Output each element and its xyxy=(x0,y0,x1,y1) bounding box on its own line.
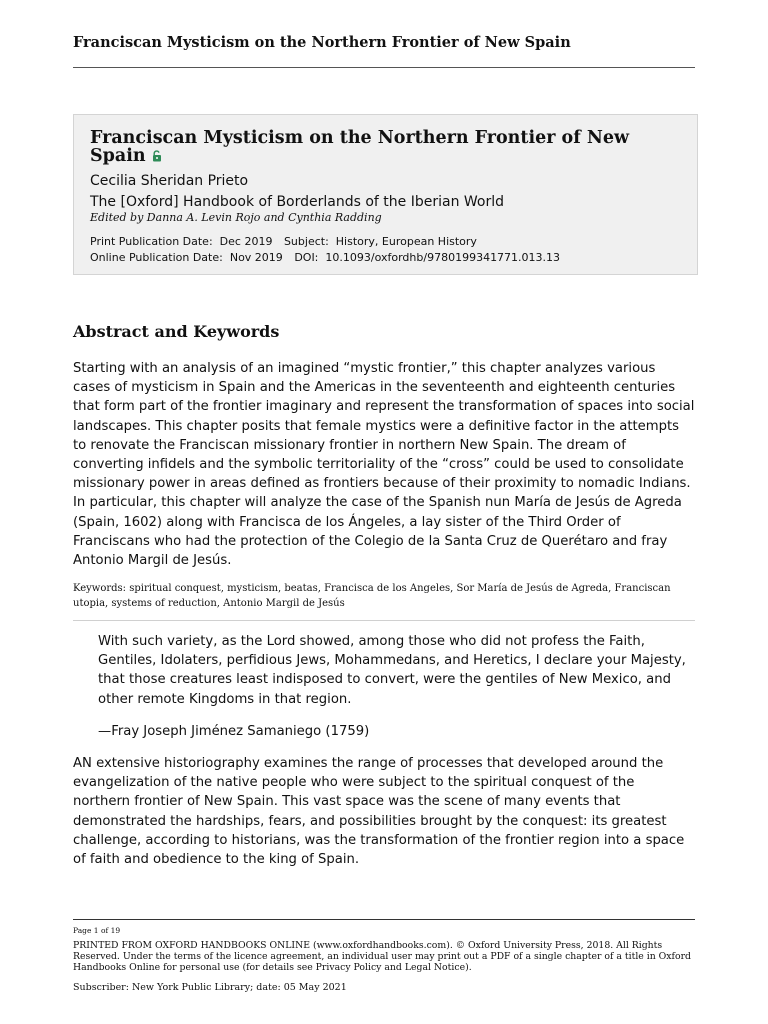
open-access-lock-icon xyxy=(152,148,162,166)
body-paragraph: AN extensive historiography examines the range of processes that developed around the evangelization of the native people who were subject to the spiritual conquest of the northern frontier of New Spain. This vast space was the scene of many events that demonstrated the hardships, fears, and possibilities brought by the conquest: its greatest challenge, according to historians, was the transformation of the frontier region into a space of faith and obedience to the king of Spain. xyxy=(73,756,685,868)
subscriber-info: Subscriber: New York Public Library; date: 05 May 2021 xyxy=(73,982,347,993)
epigraph-attribution: —Fray Joseph Jiménez Samaniego (1759) xyxy=(98,724,370,739)
author-name: Cecilia Sheridan Prieto xyxy=(90,173,249,189)
online-metadata-line xyxy=(90,250,682,266)
print-date-label: Print Publication Date: xyxy=(90,235,213,248)
keywords-list: spiritual conquest, mysticism, beatas, Francisca de los Angeles, Sor María de Jesús de Agreda, Franciscan utopia, systems of reduction, Antonio Margil de Jesús xyxy=(73,583,671,609)
header-divider xyxy=(73,67,695,68)
abstract-text: Starting with an analysis of an imagined “mystic frontier,” this chapter analyzes various cases of mysticism in Spain and the Americas in the seventeenth and eighteenth centuries that form part of the frontier imaginary and represent the transformation of spaces into social landscapes. This chapter posits that female mystics were a definitive factor in the attempts to renovate the Franciscan missionary frontier in northern New Spain. The dream of converting infidels and the symbolic territoriality of the “cross” could be used to consolidate missionary power in areas defined as frontiers because of their proximity to nomadic Indians. In particular, this chapter will analyze the case of the Spanish nun María de Jesús de Agreda (Spain, 1602) along with Francisca de los Ángeles, a lay sister of the Third Order of Franciscans who had the protection of the Colegio de la Santa Cruz de Querétaro and fray Antonio Margil de Jesús. xyxy=(73,361,695,569)
license-notice: PRINTED FROM OXFORD HANDBOOKS ONLINE (www.oxfordhandbooks.com). © Oxford University Press, 2018. All Rights Reserved. Under the terms of the licence agreement, an individual user may print out a PDF of a single chapter of a title in Oxford Handbooks Online for personal use (for details see Privacy Policy and Legal Notice). xyxy=(73,940,691,973)
abstract-heading: Abstract and Keywords xyxy=(73,322,280,341)
footer-divider xyxy=(73,919,695,920)
page-number: Page 1 of 19 xyxy=(73,926,121,935)
chapter-info-box xyxy=(73,114,698,275)
print-date: Dec 2019 xyxy=(219,235,273,248)
running-head: Franciscan Mysticism on the Northern Frontier of New Spain xyxy=(73,34,571,51)
chapter-title-text: Franciscan Mysticism on the Northern Frontier of New Spain xyxy=(90,128,630,166)
epigraph-quote: With such variety, as the Lord showed, among those who did not profess the Faith, Gentiles, Idolaters, perfidious Jews, Mohammedans, and Heretics, I declare your Majesty, that those creatures least indisposed to convert, were the gentiles of New Mexico, and other remote Kingdoms in that region. xyxy=(98,634,686,707)
publication-metadata xyxy=(90,234,682,266)
keywords-divider xyxy=(73,620,695,621)
doi-value[interactable]: 10.1093/oxfordhb/9780199341771.013.13 xyxy=(325,251,561,264)
subject-label: Subject: xyxy=(283,235,329,248)
keywords xyxy=(73,582,695,611)
chapter-title xyxy=(90,129,682,166)
keywords-label: Keywords: xyxy=(73,583,127,594)
subject-value: History, European History xyxy=(335,235,477,248)
online-date: Nov 2019 xyxy=(229,251,283,264)
doi-label: DOI: xyxy=(294,251,319,264)
print-metadata-line xyxy=(90,234,682,250)
book-editors: Edited by Danna A. Levin Rojo and Cynthia Radding xyxy=(90,211,382,224)
online-date-label: Online Publication Date: xyxy=(90,251,223,264)
book-title: The [Oxford] Handbook of Borderlands of the Iberian World xyxy=(90,194,505,210)
